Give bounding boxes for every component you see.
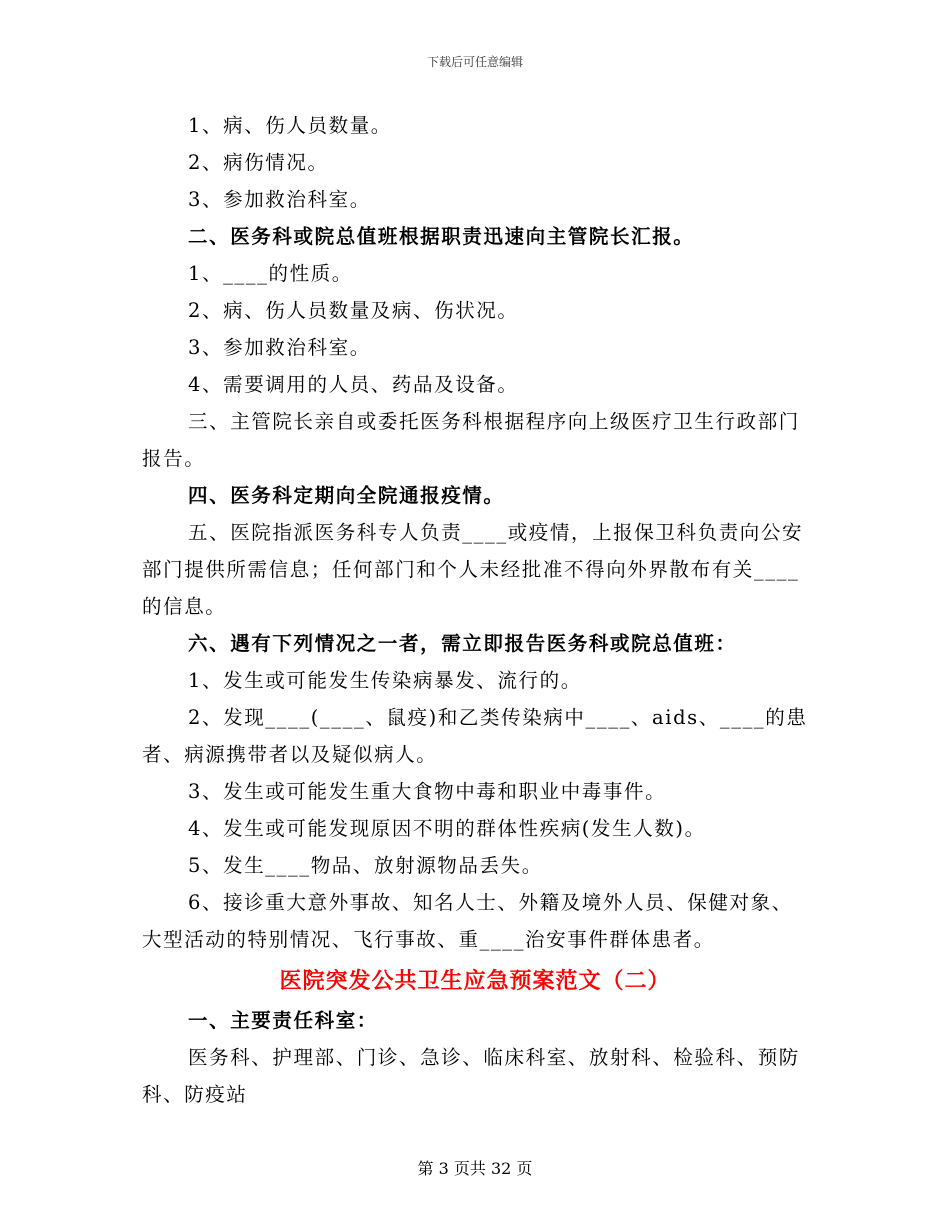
paragraph-12-heading: 六、遇有下列情况之一者，需立即报告医务科或院总值班： [188, 632, 737, 655]
paragraph-6: 2、病、伤人员数量及病、伤状况。 [188, 299, 519, 322]
paragraph-5: 1、____的性质。 [188, 262, 353, 285]
paragraph-4-heading: 二、医务科或院总值班根据职责迅速向主管院长汇报。 [188, 225, 695, 248]
paragraph-9: 三、主管院长亲自或委托医务科根据程序向上级医疗卫生行政部门报告。 [142, 410, 800, 470]
section-paragraph-1-heading: 一、主要责任科室： [188, 1009, 378, 1032]
paragraph-10-heading: 四、医务科定期向全院通报疫情。 [188, 484, 505, 507]
paragraph-11: 五、医院指派医务科专人负责____或疫情，上报保卫科负责向公安部门提供所需信息；任何部门和个人未经批准不得向外界散布有关____的信息。 [142, 521, 804, 618]
page-footer: 第 3 页共 32 页 [417, 1159, 533, 1178]
paragraph-2: 2、病伤情况。 [188, 151, 329, 174]
paragraph-7: 3、参加救治科室。 [188, 336, 371, 359]
paragraph-13: 1、发生或可能发生传染病暴发、流行的。 [188, 669, 582, 692]
section-paragraph-2: 医务科、护理部、门诊、急诊、临床科室、放射科、检验科、预防科、防疫站 [142, 1046, 800, 1106]
paragraph-17: 5、发生____物品、放射源物品丢失。 [188, 854, 543, 877]
paragraph-18: 6、接诊重大意外事故、知名人士、外籍及境外人员、保健对象、大型活动的特别情况、飞行事故、重____治安事件群体患者。 [142, 891, 793, 951]
document-body [142, 107, 808, 1113]
paragraph-8: 4、需要调用的人员、药品及设备。 [188, 373, 519, 396]
section-title: 医院突发公共卫生应急预案范文（二） [279, 968, 671, 994]
paragraph-15: 3、发生或可能发生重大食物中毒和职业中毒事件。 [188, 780, 667, 803]
paragraph-1: 1、病、伤人员数量。 [188, 114, 392, 137]
header-note: 下载后可任意编辑 [426, 55, 523, 69]
paragraph-3: 3、参加救治科室。 [188, 188, 371, 211]
paragraph-16: 4、发生或可能发现原因不明的群体性疾病(发生人数)。 [188, 817, 706, 840]
paragraph-14: 2、发现____(____、鼠疫)和乙类传染病中____、aids、____的患者、病源携带者以及疑似病人。 [142, 706, 808, 766]
